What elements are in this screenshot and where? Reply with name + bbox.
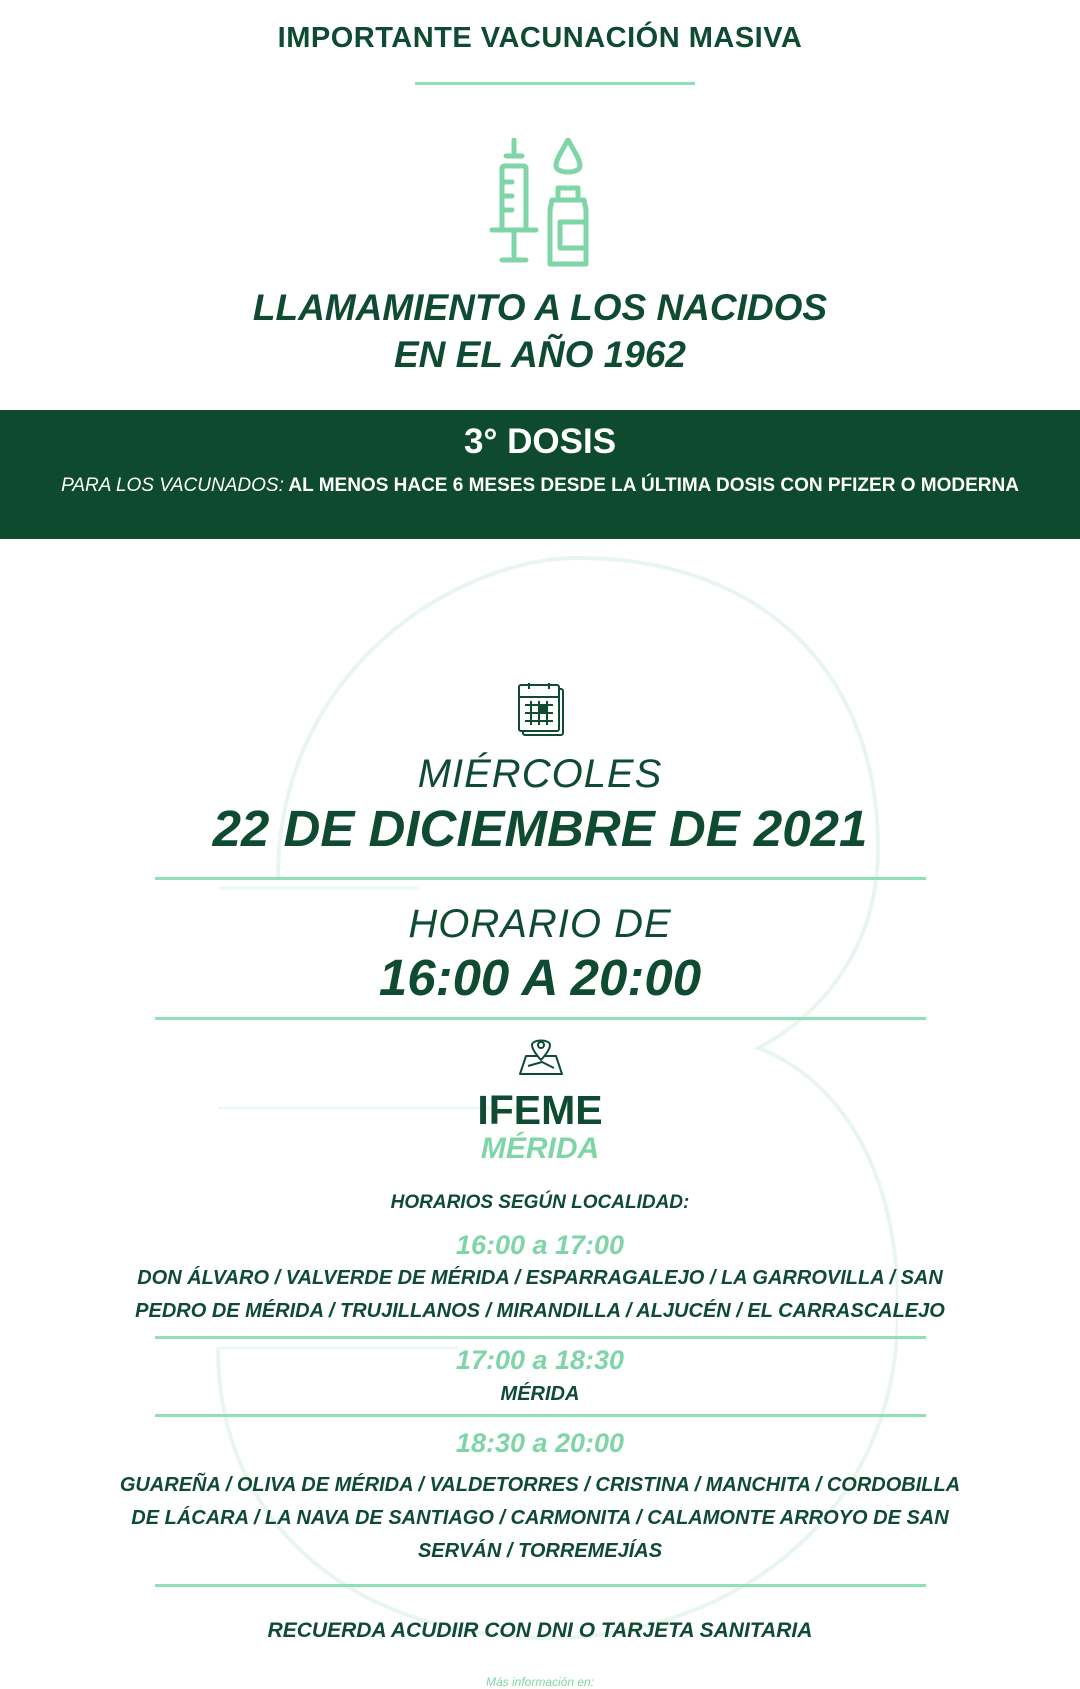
calendar-icon — [517, 683, 567, 739]
event-day-name: MIÉRCOLES — [417, 752, 663, 796]
dose-title: 3° DOSIS — [463, 422, 617, 461]
divider — [415, 82, 695, 85]
map-pin-icon — [518, 1036, 564, 1076]
hours-label: HORARIO DE — [408, 902, 672, 946]
headline-line-2: EN EL AÑO 1962 — [393, 334, 686, 375]
event-hours: 16:00 A 20:00 — [378, 949, 702, 1006]
reminder-text: RECUERDA ACUDIIR CON DNI O TARJETA SANITARIA — [267, 1619, 813, 1642]
slot-time: 18:30 a 20:00 — [455, 1428, 625, 1458]
slot-towns: GUAREÑA / OLIVA DE MÉRIDA / VALDETORRES / CRISTINA / MANCHITA / CORDOBILLA DE LÁCARA / LA NAVA DE SANTIAGO / CARMONITA / CALAMONTE ARROYO DE SAN SERVÁN / TORREMEJÍAS — [119, 1474, 961, 1562]
dose-subtitle-prefix: PARA LOS VACUNADOS: — [61, 475, 284, 496]
venue-name: IFEME — [477, 1087, 603, 1133]
slot-towns: MÉRIDA — [500, 1383, 580, 1405]
event-date: 22 DE DICIEMBRE DE 2021 — [212, 800, 868, 857]
slot-time: 16:00 a 17:00 — [455, 1230, 625, 1260]
schedule-heading: HORARIOS SEGÚN LOCALIDAD: — [390, 1192, 690, 1213]
campaign-title: IMPORTANTE VACUNACIÓN MASIVA — [277, 22, 803, 54]
divider — [155, 877, 926, 880]
syringe-vial-icon — [488, 138, 594, 270]
slot-time: 17:00 a 18:30 — [455, 1345, 625, 1375]
divider — [155, 1017, 926, 1020]
slot-towns: DON ÁLVARO / VALVERDE DE MÉRIDA / ESPARRAGALEJO / LA GARROVILLA / SAN PEDRO DE MÉRIDA / TRUJILLANOS / MIRANDILLA / ALJUCÉN / EL CARRASCALEJO — [135, 1267, 945, 1322]
headline-line-1: LLAMAMIENTO A LOS NACIDOS — [252, 287, 828, 328]
divider — [155, 1584, 926, 1587]
dose-subtitle — [0, 475, 1080, 497]
dose-subtitle-text: AL MENOS HACE 6 MESES DESDE LA ÚLTIMA DOSIS CON PFIZER O MODERNA — [283, 475, 1019, 496]
venue-city: MÉRIDA — [480, 1132, 600, 1165]
more-info-text: Más información en: — [485, 1675, 595, 1689]
divider — [155, 1336, 926, 1339]
divider — [155, 1414, 926, 1417]
